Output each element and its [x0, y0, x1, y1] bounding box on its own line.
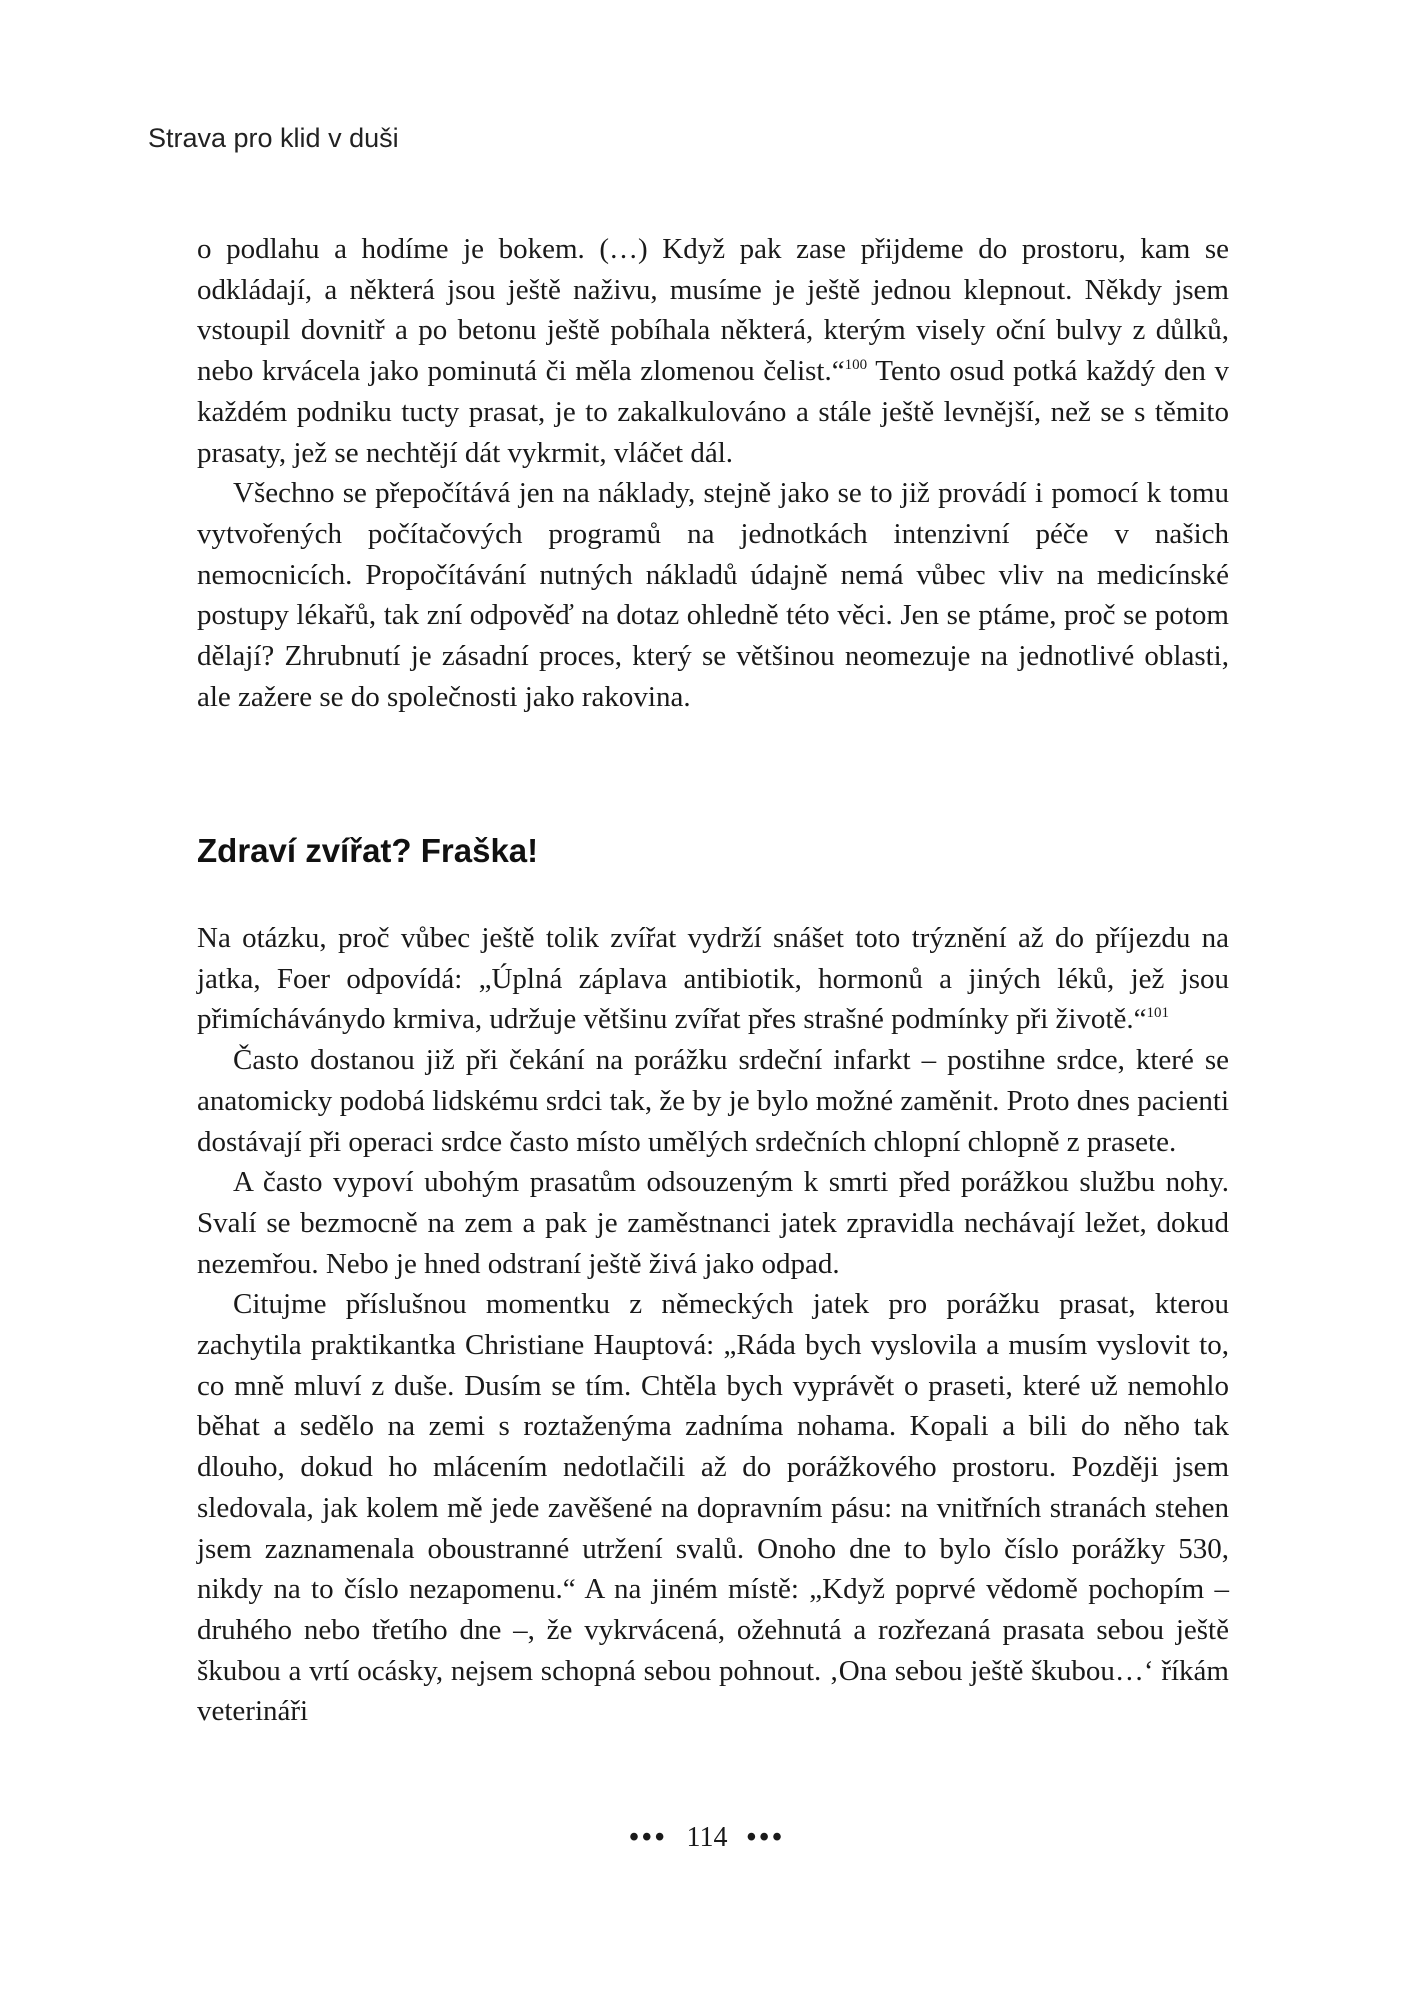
body-text-bottom: [197, 918, 1229, 1732]
paragraph: Citujme příslušnou momentku z německých jatek pro porážku prasat, kterou zachytila praktikantka Christiane Hauptová: „Ráda bych vyslovila a musím vyslovit to, co mně mluví z duše. Dusím se tím. Chtěla bych vyprávět o praseti, které už nemohlo běhat a sedělo na zemi s roztaženýma zadníma nohama. Kopali a bili do něho tak dlouho, dokud ho mlácením nedotlačili až do porážkového prostoru. Později jsem sledovala, jak kolem mě jede zavěšené na dopravním pásu: na vnitřních stranách stehen jsem zaznamenala oboustranné utržení svalů. Onoho dne to bylo číslo porážky 530, nikdy na to číslo nezapomenu.“ A na jiném místě: „Když poprvé vědomě pochopím – druhého nebo třetího dne –, že vykrvácená, ožehnutá a rozřezaná prasata sebou ještě škubou a vrtí ocásky, nejsem schopná sebou pohnout. ‚Ona sebou ještě škubou…‘ říkám veterináři: [197, 1288, 1229, 1728]
paragraph-text: o podlahu a hodíme je bokem. (…) Když pak zase přijdeme do prostoru, kam se odkládají, a některá jsou ještě naživu, musíme je ještě jednou klepnout. Někdy jsem vstoupil dovnitř a po betonu ještě pobíhala některá, kterým visely oční bulvy z důlků, nebo krvácela jako pominutá či měla zlomenou čelist.“: [197, 233, 1229, 388]
page-number: 114: [686, 1822, 728, 1853]
body-text-top: [197, 229, 1229, 717]
ornament-dots-right: •••: [746, 1822, 785, 1853]
paragraph: A často vypoví ubohým prasatům odsouzeným k smrti před porážkou službu nohy. Svalí se bezmocně na zem a pak je zaměstnanci jatek zpravidla nechávají ležet, dokud nezemřou. Nebo je hned odstraní ještě živá jako odpad.: [197, 1166, 1229, 1280]
page-footer: [0, 1822, 1414, 1854]
paragraph-text: Tento osud potká každý den v každém podniku tucty prasat, je to zakalkulováno a stále ještě levnější, než se s těmito prasaty, jež se nechtějí dát vykrmit, vláčet dál.: [197, 355, 1229, 469]
paragraph: Všechno se přepočítává jen na náklady, stejně jako se to již provádí i pomocí k tomu vytvořených počítačových programů na jednotkách intenzivní péče v našich nemocnicích. Propočítávání nutných nákladů údajně nemá vůbec vliv na medicínské postupy lékařů, tak zní odpověď na dotaz ohledně této věci. Jen se ptáme, proč se potom dělají? Zhrubnutí je zásadní proces, který se většinou neomezuje na jednotlivé oblasti, ale zažere se do společnosti jako rakovina.: [197, 477, 1229, 713]
footnote-ref: 101: [1146, 1005, 1169, 1022]
paragraph: [197, 918, 1229, 1040]
ornament-dots-left: •••: [629, 1822, 668, 1853]
paragraph: [197, 229, 1229, 473]
running-head: Strava pro klid v duši: [148, 123, 399, 153]
paragraph-text: Na otázku, proč vůbec ještě tolik zvířat vydrží snášet toto trýznění až do příjezdu na jatka, Foer odpovídá: „Úplná záplava antibiotik, hormonů a jiných léků, jež jsou přimícháványdo krmiva, udržuje většinu zvířat přes strašné podmínky při životě.“: [197, 922, 1229, 1036]
section-heading: Zdraví zvířat? Fraška!: [197, 832, 539, 869]
paragraph: Často dostanou již při čekání na porážku srdeční infarkt – postihne srdce, které se anatomicky podobá lidskému srdci tak, že by je bylo možné zaměnit. Proto dnes pacienti dostávají při operaci srdce často místo umělých srdečních chlopní chlopně z prasete.: [197, 1044, 1229, 1158]
footnote-ref: 100: [844, 357, 868, 374]
